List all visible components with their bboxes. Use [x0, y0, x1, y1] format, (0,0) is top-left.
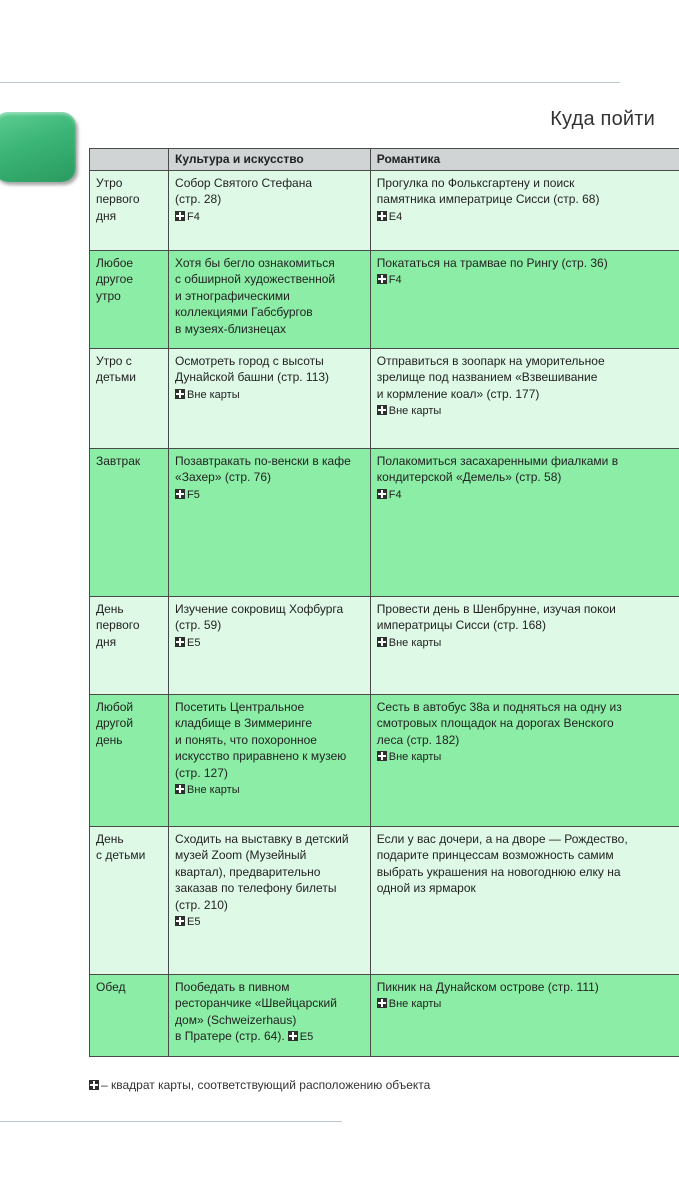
cell-romance	[370, 250, 679, 348]
map-square-icon	[175, 489, 185, 499]
header-culture: Культура и искусство	[169, 149, 371, 171]
cell-culture-text: Сходить на выставку в детский музей Zoom (Музейный квартал), предварительно заказав по телефону билеты (стр. 210)	[175, 831, 349, 912]
map-reference	[377, 749, 679, 766]
cell-culture-text: Хотя бы бегло ознакомиться с обширной художественной и этнографическими коллекциями Габсбургов в музеях-близнецах	[175, 255, 336, 336]
section-tab	[0, 112, 76, 182]
time-label: Любое другое утро	[96, 255, 134, 303]
cell-culture-text: Изучение сокровищ Хофбурга (стр. 59)	[175, 601, 344, 632]
map-reference	[175, 782, 364, 799]
cell-culture-text: Осмотреть город с высоты Дунайской башни (стр. 113)	[175, 353, 330, 384]
map-square-icon	[377, 274, 387, 284]
map-reference-label: F4	[388, 274, 402, 286]
cell-culture	[169, 596, 371, 694]
cell-romance-text: Сесть в автобус 38а и подняться на одну из смотровых площадок на дорогах Венского леса (стр. 182)	[376, 699, 622, 747]
map-reference	[175, 387, 364, 404]
cell-culture	[169, 250, 371, 348]
map-reference-label: Вне карты	[187, 388, 240, 401]
map-reference-label: Вне карты	[388, 998, 442, 1010]
table-row	[90, 974, 679, 1056]
cell-romance	[370, 448, 679, 596]
page-title: Куда пойти	[550, 108, 655, 130]
time-label: Завтрак	[96, 453, 141, 468]
table-row	[90, 448, 679, 596]
map-square-icon	[175, 637, 185, 647]
table-row	[90, 348, 679, 448]
table-row	[90, 826, 679, 974]
cell-romance-text: Полакомиться засахаренными фиалками в кондитерской «Демель» (стр. 58)	[376, 453, 619, 484]
map-square-icon	[89, 1080, 99, 1090]
cell-romance	[370, 974, 679, 1056]
top-rule	[0, 82, 620, 83]
map-reference	[175, 487, 364, 504]
map-reference	[377, 996, 679, 1013]
map-reference-label: E5	[187, 636, 201, 649]
cell-time	[90, 348, 169, 448]
map-reference	[175, 209, 364, 226]
cell-time	[90, 596, 169, 694]
time-label: Обед	[96, 979, 126, 994]
cell-romance	[370, 170, 679, 250]
cell-time	[90, 250, 169, 348]
cell-culture	[169, 826, 371, 974]
cell-romance	[370, 596, 679, 694]
table-header-row	[90, 149, 679, 171]
cell-time	[90, 974, 169, 1056]
map-reference-label: Вне карты	[388, 636, 442, 649]
map-reference-label: Вне карты	[388, 405, 442, 417]
cell-time	[90, 170, 169, 250]
cell-romance	[370, 826, 679, 974]
header-time	[90, 149, 169, 171]
map-reference-label: E5	[299, 1031, 314, 1043]
map-square-icon	[377, 405, 387, 415]
map-square-icon	[377, 211, 387, 221]
map-square-icon	[377, 751, 387, 761]
map-reference-label: F4	[187, 210, 200, 223]
time-label: Утро первого дня	[96, 175, 140, 223]
cell-romance-text: Отправиться в зоопарк на уморительное зрелище под названием «Взвешивание и кормление коал» (стр. 177)	[376, 353, 605, 401]
cell-culture	[169, 170, 371, 250]
map-reference	[285, 1031, 314, 1043]
cell-romance-text: Пикник на Дунайском острове (стр. 111)	[376, 979, 599, 994]
map-reference	[377, 487, 679, 504]
cell-romance	[370, 694, 679, 826]
cell-romance-text: Прогулка по Фольксгартену и поиск памятника императрице Сисси (стр. 68)	[376, 175, 600, 206]
map-reference-label: E4	[388, 210, 403, 223]
cell-time	[90, 448, 169, 596]
time-label: День с детьми	[96, 831, 146, 862]
table-row	[90, 170, 679, 250]
map-reference	[377, 635, 679, 652]
cell-culture	[169, 694, 371, 826]
map-square-icon	[377, 998, 387, 1008]
time-label: Любой другой день	[96, 699, 134, 747]
map-reference	[175, 914, 364, 931]
bottom-rule	[0, 1121, 342, 1122]
table-row	[90, 596, 679, 694]
cell-culture-text: Пообедать в пивном ресторанчике «Швейцарский дом» (Schweizerhaus) в Пратере (стр. 64).	[175, 979, 337, 1043]
cell-culture-text: Собор Святого Стефана (стр. 28)	[175, 175, 313, 206]
cell-culture	[169, 974, 371, 1056]
cell-romance-text: Провести день в Шенбрунне, изучая покои императрицы Сисси (стр. 168)	[376, 601, 616, 632]
map-reference	[377, 272, 679, 289]
map-reference-label: F5	[187, 488, 200, 501]
map-reference-label: F4	[388, 488, 402, 501]
map-square-icon	[175, 916, 185, 926]
map-square-icon	[377, 489, 387, 499]
itinerary-table	[89, 148, 679, 1057]
map-reference-label: E5	[187, 916, 201, 928]
cell-romance-text: Покататься на трамвае по Рингу (стр. 36)	[376, 255, 608, 270]
map-square-icon	[175, 211, 185, 221]
cell-time	[90, 694, 169, 826]
map-square-icon	[377, 637, 387, 647]
map-square-icon	[175, 784, 185, 794]
cell-culture-text: Позавтракать по-венски в кафе «Захер» (стр. 76)	[175, 453, 351, 484]
cell-culture	[169, 348, 371, 448]
map-square-icon	[175, 389, 185, 399]
map-square-icon	[288, 1031, 298, 1041]
cell-culture-text: Посетить Центральное кладбище в Зиммеринге и понять, что похоронное искусство приравнено к музею (стр. 127)	[175, 699, 347, 780]
cell-romance-text: Если у вас дочери, а на дворе — Рождество, подарите принцессам возможность самим выбрать украшения на новогоднюю елку на одной из ярмарок	[376, 831, 628, 895]
cell-time	[90, 826, 169, 974]
table-row	[90, 694, 679, 826]
time-label: Утро с детьми	[96, 353, 136, 384]
time-label: День первого дня	[96, 601, 140, 649]
cell-culture	[169, 448, 371, 596]
map-reference	[377, 209, 679, 226]
table-row	[90, 250, 679, 348]
cell-romance	[370, 348, 679, 448]
header-romance: Романтика	[370, 149, 679, 171]
map-reference	[377, 403, 679, 420]
footnote	[89, 1078, 430, 1092]
map-reference-label: Вне карты	[187, 784, 240, 796]
map-reference	[175, 635, 364, 652]
map-reference-label: Вне карты	[388, 751, 442, 763]
footnote-text: – квадрат карты, соответствующий расположению объекта	[101, 1078, 431, 1092]
